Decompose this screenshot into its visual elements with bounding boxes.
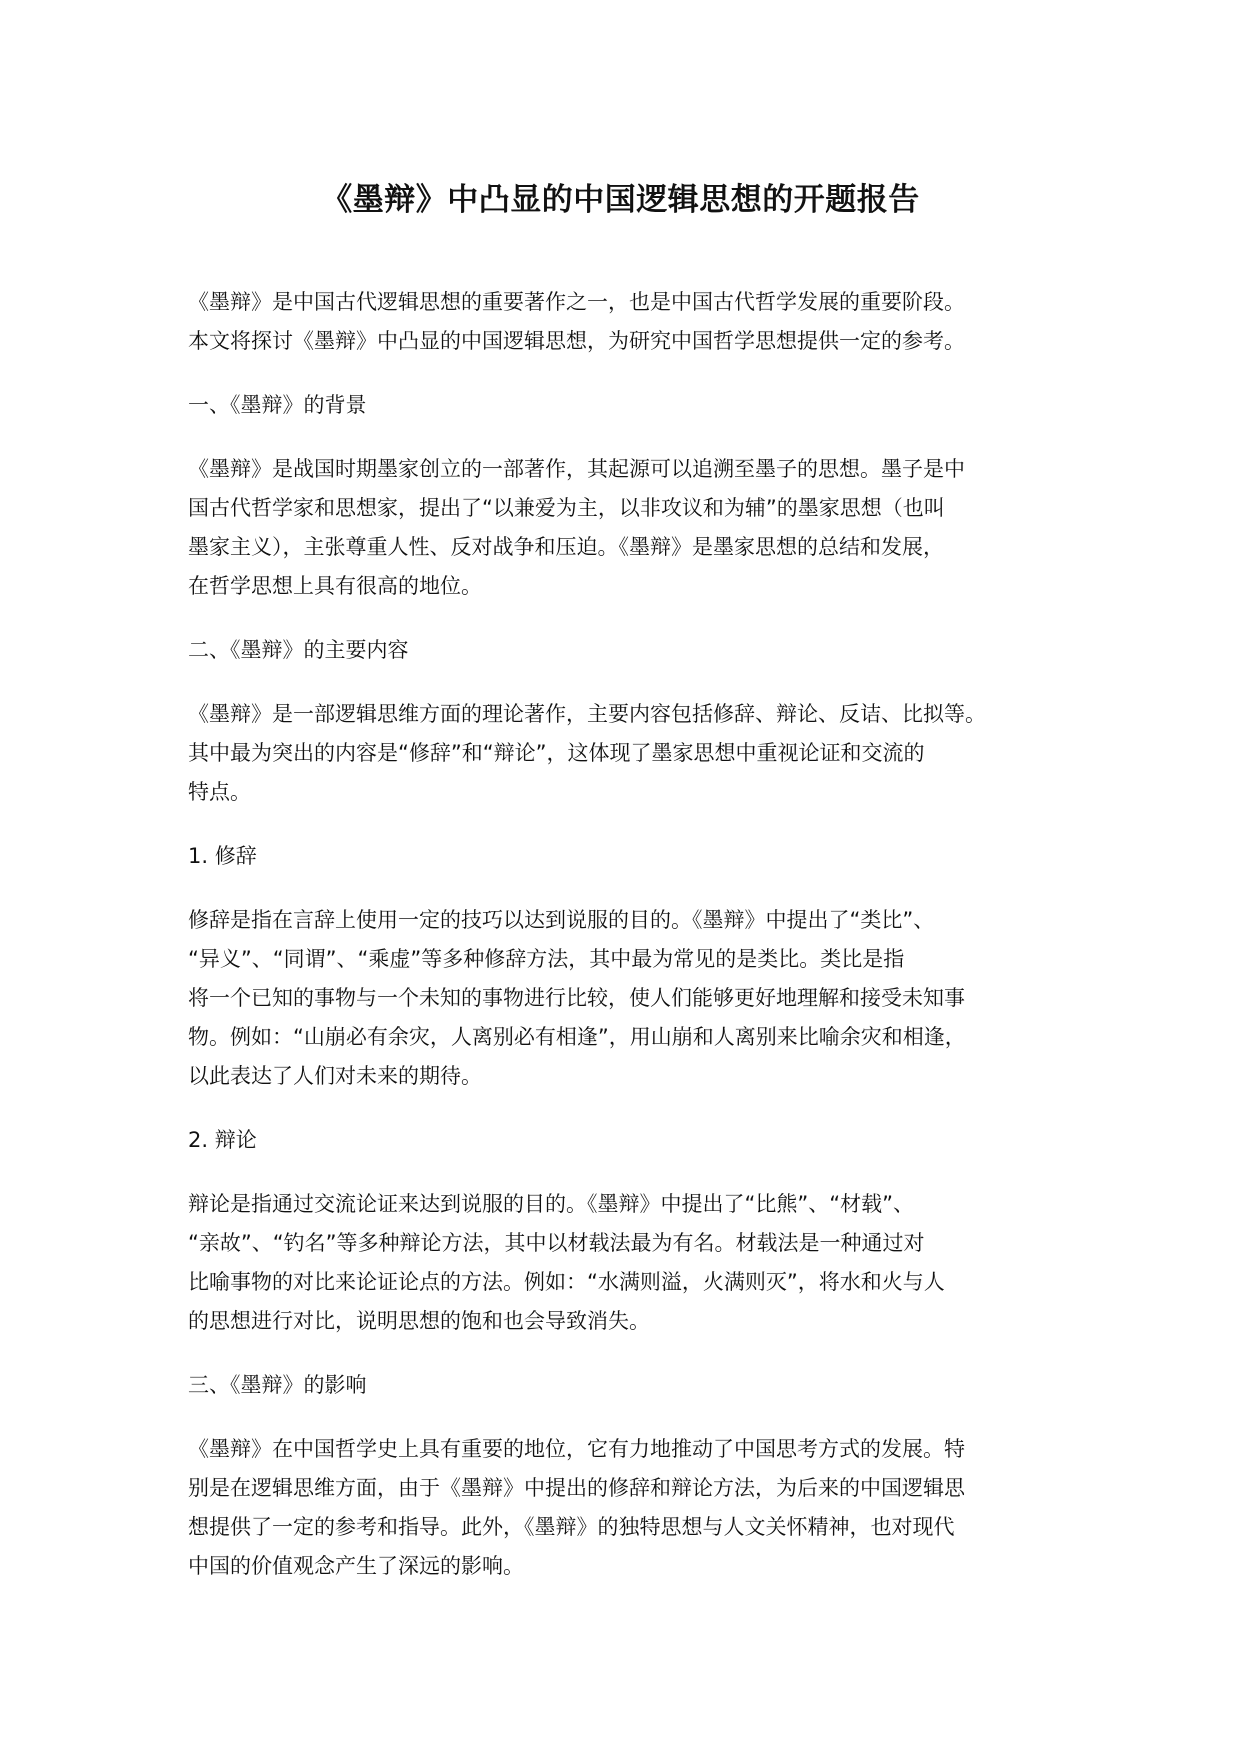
subsection-body-rhetoric: 修辞是指在言辞上使用一定的技巧以达到说服的目的。《墨辩》中提出了“类比”、 “异义”、“同谓”、“乘虚”等多种修辞方法，其中最为常见的是类比。类比是指 将一个已知的事物与一个未知的事物进行比较，使人们能够更好地理解和接受未知事 物。例如：“山崩必有余灾，人离别必有相逢”，用山崩和人离别来比喻余灾和相逢， 以此表达了人们对未来的期待。 <box>188 908 966 1088</box>
document-body <box>188 283 1080 1611</box>
section-heading-main-content: 二、《墨辩》的主要内容 <box>188 638 409 662</box>
section-heading-influence: 三、《墨辩》的影响 <box>188 1373 367 1397</box>
subsection-heading-rhetoric: 1. 修辞 <box>188 844 257 868</box>
section-body-influence: 《墨辩》在中国哲学史上具有重要的地位，它有力地推动了中国思考方式的发展。特 别是在逻辑思维方面，由于《墨辩》中提出的修辞和辩论方法，为后来的中国逻辑思 想提供了一定的参考和指导。此外，《墨辩》的独特思想与人文关怀精神，也对现代 中国的价值观念产生了深远的影响。 <box>188 1437 965 1578</box>
subsection-body-debate: 辩论是指通过交流论证来达到说服的目的。《墨辩》中提出了“比熊”、“材载”、 “亲故”、“钓名”等多种辩论方法，其中以材载法最为有名。材载法是一种通过对 比喻事物的对比来论证论点的方法。例如：“水满则溢，火满则灭”，将水和火与人 的思想进行对比，说明思想的饱和也会导致消失。 <box>188 1192 945 1333</box>
section-body-main-content: 《墨辩》是一部逻辑思维方面的理论著作，主要内容包括修辞、辩论、反诘、比拟等。 其中最为突出的内容是“修辞”和“辩论”，这体现了墨家思想中重视论证和交流的 特点。 <box>188 702 986 804</box>
section-body-background: 《墨辩》是战国时期墨家创立的一部著作，其起源可以追溯至墨子的思想。墨子是中 国古代哲学家和思想家，提出了“以兼爱为主，以非攻议和为辅”的墨家思想（也叫 墨家主义），主张尊重人性、反对战争和压迫。《墨辩》是墨家思想的总结和发展， 在哲学思想上具有很高的地位。 <box>188 457 965 598</box>
subsection-heading-debate: 2. 辩论 <box>188 1128 257 1152</box>
section-heading-background: 一、《墨辩》的背景 <box>188 393 367 417</box>
page-title: 《墨辩》中凸显的中国逻辑思想的开题报告 <box>321 182 920 218</box>
intro-paragraph: 《墨辩》是中国古代逻辑思想的重要著作之一，也是中国古代哲学发展的重要阶段。 本文将探讨《墨辩》中凸显的中国逻辑思想，为研究中国哲学思想提供一定的参考。 <box>188 290 965 353</box>
